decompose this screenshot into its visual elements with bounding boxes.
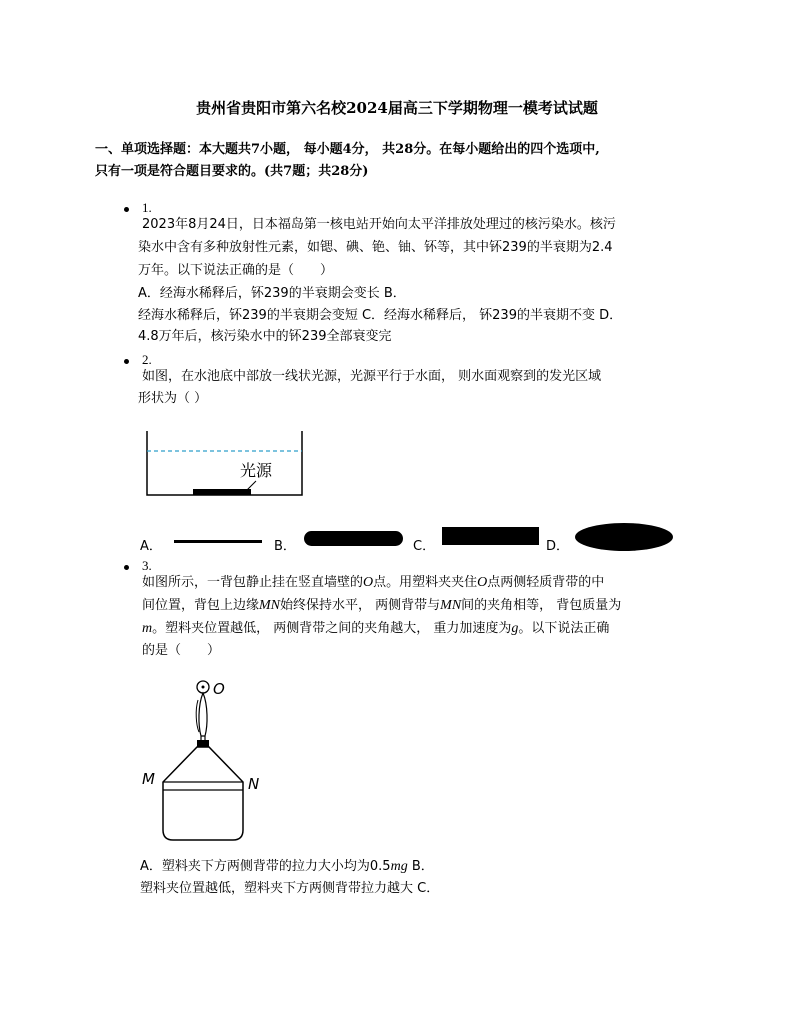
bullet-icon <box>124 359 129 364</box>
section-heading-line-1: 一、单项选择题：本大题共7小题， 每小题4分， 共28分。在每小题给出的四个选项中, <box>95 142 600 157</box>
question-text-line: 如图所示，一背包静止挂在竖直墙壁的O点。用塑料夹夹住O点两侧轻质背带的中 <box>142 575 605 590</box>
option-line: 4.8万年后，核污染水中的钚239全部衰变完 <box>138 329 392 344</box>
question-text-line: 形状为（ ） <box>138 391 208 406</box>
bullet-icon <box>124 207 129 212</box>
option-d-label: D． <box>546 539 570 554</box>
question-text-line: m。塑料夹位置越低， 两侧背带之间的夹角越大， 重力加速度为g。以下说法正确 <box>142 621 610 636</box>
strap-loop <box>199 693 207 736</box>
option-c-shape <box>441 526 541 548</box>
option-d-shape <box>573 522 675 554</box>
option-line: 塑料夹位置越低，塑料夹下方两侧背带拉力越大 C． <box>140 881 440 896</box>
option-line: 经海水稀释后，钚239的半衰期会变短 C．经海水稀释后， 钚239的半衰期不变 D． <box>138 308 623 323</box>
question-text-line: 间位置，背包上边缘MN始终保持水平， 两侧背带与MN间的夹角相等， 背包质量为 <box>142 598 622 613</box>
exam-title: 贵州省贵阳市第六名校2024届高三下学期物理一模考试试题 <box>196 99 598 117</box>
light-source-label: 光源 <box>240 461 273 480</box>
option-a-shape <box>174 538 264 546</box>
plastic-clip <box>197 740 209 747</box>
question-number: 1. <box>142 200 152 215</box>
option-b-shape <box>303 530 405 548</box>
option-line: A．经海水稀释后，钚239的半衰期会变长 B． <box>138 286 406 301</box>
light-source <box>193 489 251 495</box>
question-text-line: 万年。以下说法正确的是（ ） <box>138 263 334 278</box>
question-text-line: 2023年8月24日，日本福岛第一核电站开始向太平洋排放处理过的核污染水。核污 <box>142 217 616 232</box>
label-o: O <box>213 680 225 698</box>
pool-outline <box>147 431 302 495</box>
question-number: 2. <box>142 352 152 367</box>
option-b-label: B． <box>274 539 296 554</box>
backpack-figure <box>140 670 280 845</box>
pool-figure <box>140 425 310 500</box>
question-number: 3. <box>142 558 152 573</box>
label-n: N <box>248 775 260 793</box>
section-heading <box>95 139 715 183</box>
section-heading-line-2: 只有一项是符合题目要求的。(共7题；共28分) <box>95 164 369 179</box>
backpack-body <box>163 747 243 840</box>
question-text-line: 染水中含有多种放射性元素，如锶、碘、铯、铀、钚等，其中钚239的半衰期为2.4 <box>138 240 613 255</box>
question-text-line: 的是（ ） <box>142 643 221 658</box>
option-line: A．塑料夹下方两侧背带的拉力大小均为0.5mg B． <box>140 859 434 874</box>
option-c-label: C． <box>413 539 436 554</box>
question-text-line: 如图，在水池底中部放一线状光源，光源平行于水面， 则水面观察到的发光区域 <box>142 369 602 384</box>
bullet-icon <box>124 565 129 570</box>
option-a-label: A． <box>140 539 162 554</box>
label-m: M <box>142 770 155 788</box>
